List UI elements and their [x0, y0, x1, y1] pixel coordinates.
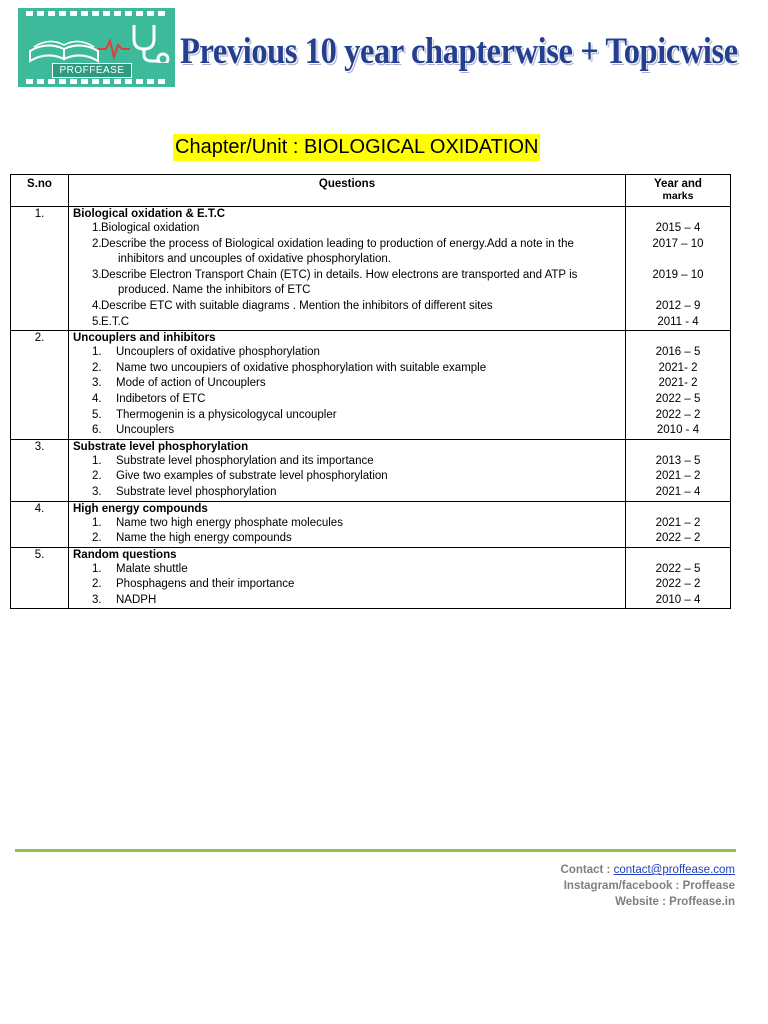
book-stethoscope-icon	[22, 19, 172, 63]
question-item	[69, 577, 625, 593]
year-marks-value: 2012 – 9	[655, 299, 701, 312]
header-year-marks	[626, 175, 731, 207]
question-number: 3.	[92, 377, 102, 390]
question-text: Indibetors of ETC	[116, 392, 206, 405]
question-text: Name the high energy compounds	[116, 532, 292, 545]
topic-heading: High energy compounds	[73, 502, 208, 515]
year-marks-value: 2021- 2	[658, 361, 698, 374]
questions-table	[10, 174, 731, 609]
row-year-marks	[626, 439, 731, 501]
logo-brand-text: PROFFEASE	[52, 63, 132, 78]
row-year-marks	[626, 331, 731, 440]
question-number: 2.	[92, 361, 102, 374]
question-item	[69, 485, 625, 501]
table-row	[11, 439, 731, 501]
table-row	[11, 207, 731, 331]
year-marks-value: 2021 – 2	[655, 516, 701, 529]
table-row	[11, 501, 731, 547]
page-banner-title: Previous 10 year chapterwise + Topicwise	[180, 31, 738, 72]
year-marks-spacer	[626, 283, 730, 299]
year-marks-value: 2021- 2	[658, 377, 698, 390]
question-number: 4.	[92, 392, 102, 405]
question-number: 1.	[92, 562, 102, 575]
header-year-line1: Year and	[654, 178, 702, 190]
question-item	[69, 221, 625, 237]
row-sno: 1.	[11, 207, 69, 331]
question-text: Thermogenin is a physicologycal uncoupler	[116, 408, 337, 421]
question-text: Mode of action of Uncouplers	[116, 377, 266, 390]
question-number: 3.	[92, 593, 102, 606]
question-item	[69, 531, 625, 547]
year-marks-value: 2016 – 5	[655, 346, 701, 359]
row-year-marks	[626, 501, 731, 547]
row-questions	[69, 547, 626, 609]
question-item	[69, 283, 625, 299]
year-marks-spacer	[626, 252, 730, 268]
year-marks-value: 2021 – 2	[655, 470, 701, 483]
topic-heading: Substrate level phosphorylation	[73, 440, 249, 453]
question-number: 3.	[92, 268, 102, 281]
table-body	[11, 207, 731, 609]
question-number: 2.	[92, 532, 102, 545]
question-text: inhibitors and uncouples of oxidative phosphorylation.	[118, 253, 391, 266]
question-number: 4.	[92, 299, 102, 312]
row-questions	[69, 501, 626, 547]
question-number: 2.	[92, 578, 102, 591]
question-item	[69, 315, 625, 331]
table-row	[11, 331, 731, 440]
question-number: 1.	[92, 454, 102, 467]
question-text: Uncouplers of oxidative phosphorylation	[116, 346, 320, 359]
year-marks-value: 2022 – 5	[655, 562, 701, 575]
footer-divider	[15, 849, 736, 852]
contact-email-link[interactable]: contact@proffease.com	[613, 864, 735, 876]
question-item	[69, 454, 625, 470]
question-text: Malate shuttle	[116, 562, 188, 575]
question-item	[69, 392, 625, 408]
question-text: NADPH	[116, 593, 157, 606]
question-item	[69, 516, 625, 532]
film-strip-bottom	[26, 79, 167, 84]
question-text: Describe Electron Transport Chain (ETC) in details. How electrons are transported and ATP is	[101, 268, 578, 281]
row-questions	[69, 207, 626, 331]
row-questions	[69, 331, 626, 440]
topic-heading: Biological oxidation & E.T.C	[73, 208, 226, 220]
table-row	[11, 547, 731, 609]
footer-website: Website : Proffease.in	[615, 896, 735, 908]
year-marks-value: 2011 - 4	[657, 315, 699, 328]
question-text: E.T.C	[101, 315, 130, 328]
question-number: 3.	[92, 485, 102, 498]
year-marks-value: 2015 – 4	[655, 222, 701, 234]
film-strip-top	[26, 11, 167, 16]
table-header-row	[11, 175, 731, 207]
year-marks-value: 2021 – 4	[655, 485, 701, 498]
question-number: 6.	[92, 424, 102, 437]
row-sno: 5.	[11, 547, 69, 609]
question-text: Give two examples of substrate level phosphorylation	[116, 470, 388, 483]
question-number: 1.	[92, 222, 102, 234]
footer-social: Instagram/facebook : Proffease	[563, 880, 735, 892]
topic-heading: Uncouplers and inhibitors	[73, 332, 216, 345]
year-marks-value: 2010 - 4	[656, 424, 700, 437]
question-item	[69, 268, 625, 284]
year-marks-value: 2019 – 10	[652, 268, 704, 281]
question-item	[69, 299, 625, 315]
row-questions	[69, 439, 626, 501]
year-marks-value: 2013 – 5	[655, 454, 701, 467]
question-number: 2.	[92, 237, 102, 250]
row-sno: 3.	[11, 439, 69, 501]
topic-heading: Random questions	[73, 548, 177, 561]
question-item	[69, 252, 625, 268]
question-text: Describe the process of Biological oxidation leading to production of energy.Add a note in the	[101, 237, 574, 250]
question-text: Substrate level phosphorylation	[116, 485, 277, 498]
question-item	[69, 562, 625, 578]
question-text: Biological oxidation	[101, 222, 200, 234]
question-text: Name two high energy phosphate molecules	[116, 516, 343, 529]
footer-contact-block	[561, 862, 735, 910]
footer-contact-line	[561, 862, 735, 878]
proffease-logo	[18, 8, 175, 87]
question-text: Describe ETC with suitable diagrams . Mention the inhibitors of different sites	[101, 299, 493, 312]
contact-label: Contact :	[560, 864, 614, 876]
row-sno: 4.	[11, 501, 69, 547]
question-text: Name two uncoupiers of oxidative phosphorylation with suitable example	[116, 361, 487, 374]
question-number: 5.	[92, 315, 102, 328]
question-text: Uncouplers	[116, 424, 175, 437]
year-marks-value: 2022 – 5	[655, 392, 701, 405]
row-year-marks	[626, 547, 731, 609]
chapter-title: Chapter/Unit : BIOLOGICAL OXIDATION	[173, 134, 540, 161]
question-number: 2.	[92, 470, 102, 483]
question-item	[69, 345, 625, 361]
year-marks-value: 2010 – 4	[655, 593, 701, 606]
question-number: 1.	[92, 516, 102, 529]
question-item	[69, 408, 625, 424]
header-sno: S.no	[11, 175, 69, 207]
question-item	[69, 376, 625, 392]
question-item	[69, 593, 625, 609]
question-number: 1.	[92, 346, 102, 359]
year-marks-value: 2022 – 2	[655, 578, 701, 591]
question-item	[69, 237, 625, 253]
question-text: produced. Name the inhibitors of ETC	[118, 284, 311, 297]
header-year-line2: marks	[662, 190, 694, 202]
row-year-marks	[626, 207, 731, 331]
year-marks-value: 2017 – 10	[652, 237, 704, 250]
row-sno: 2.	[11, 331, 69, 440]
year-marks-value: 2022 – 2	[655, 408, 701, 421]
question-item	[69, 469, 625, 485]
year-marks-value: 2022 – 2	[655, 532, 701, 545]
question-text: Substrate level phosphorylation and its importance	[116, 454, 374, 467]
question-item	[69, 361, 625, 377]
question-text: Phosphagens and their importance	[116, 578, 295, 591]
question-number: 5.	[92, 408, 102, 421]
question-item	[69, 423, 625, 439]
header-questions: Questions	[69, 175, 626, 207]
